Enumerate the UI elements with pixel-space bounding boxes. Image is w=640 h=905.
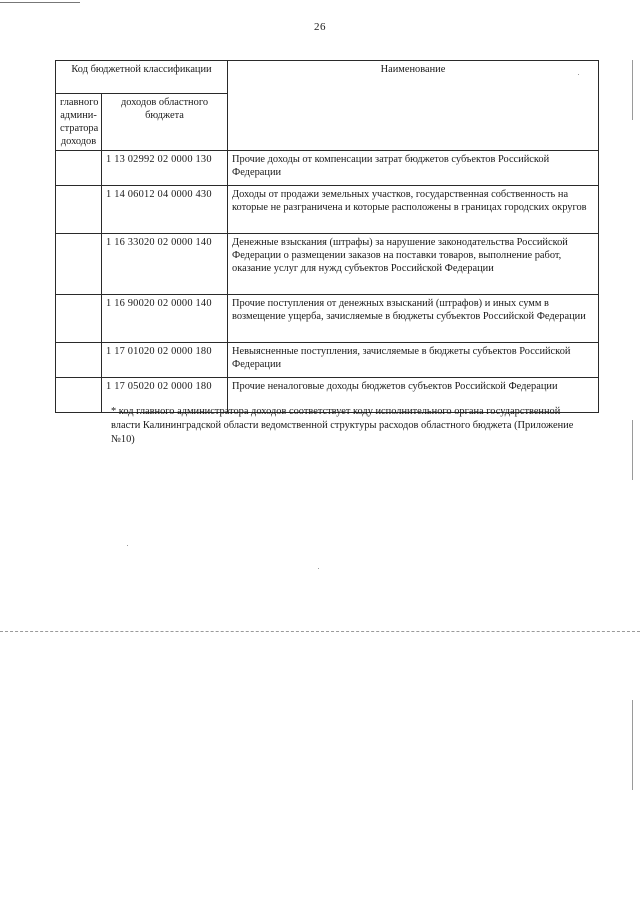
income-name-cell: Денежные взыскания (штрафы) за нарушение законодательства Российской Федерации о размещении заказов на поставки товаров, выполнение работ, оказание услуг для нужд субъектов Российской Федерации <box>228 234 599 295</box>
income-code-cell: 1 16 33020 02 0000 140 <box>102 234 228 295</box>
income-code-cell: 1 16 90020 02 0000 140 <box>102 295 228 343</box>
footnote: * код главного администратора доходов соответствует коду исполнительного органа государственной власти Калининградской области ведомственной структуры расходов областного бюджета (Приложение №10) <box>111 406 574 445</box>
table-row <box>56 295 599 343</box>
page-number: 26 <box>314 21 326 33</box>
income-code-cell: 1 13 02992 02 0000 130 <box>102 151 228 186</box>
admin-code-cell <box>56 295 102 343</box>
header-name: Наименование <box>228 61 599 151</box>
income-code-cell: 1 17 01020 02 0000 180 <box>102 343 228 378</box>
scan-right-edge <box>632 420 633 480</box>
header-classification-code: Код бюджетной классификации <box>56 61 228 94</box>
scan-fold-line <box>0 631 640 632</box>
admin-code-cell <box>56 186 102 234</box>
table-header <box>56 61 599 151</box>
header-chief-administrator: главного админи-стратора доходов <box>56 94 102 151</box>
budget-classification-table <box>55 60 599 413</box>
income-code-cell: 1 14 06012 04 0000 430 <box>102 186 228 234</box>
admin-code-cell <box>56 151 102 186</box>
admin-code-cell <box>56 234 102 295</box>
admin-code-cell <box>56 343 102 378</box>
table-row <box>56 186 599 234</box>
income-name-cell: Прочие поступления от денежных взысканий (штрафов) и иных сумм в возмещение ущерба, зачисляемые в бюджеты субъектов Российской Федерации <box>228 295 599 343</box>
income-name-cell: Прочие неналоговые доходы бюджетов субъектов Российской Федерации <box>228 378 599 413</box>
income-name-cell: Прочие доходы от компенсации затрат бюджетов субъектов Российской Федерации <box>228 151 599 186</box>
scan-speck <box>578 74 579 75</box>
income-code-cell: 1 17 05020 02 0000 180 <box>102 378 228 413</box>
income-name-cell: Доходы от продажи земельных участков, государственная собственность на которые не разграничена и которые расположены в границах городских округов <box>228 186 599 234</box>
header-regional-income: доходов областного бюджета <box>102 94 228 151</box>
scan-speck <box>127 545 128 546</box>
table-row <box>56 343 599 378</box>
scan-right-edge <box>632 60 633 120</box>
scan-speck <box>318 568 319 569</box>
income-name-cell: Невыясненные поступления, зачисляемые в бюджеты субъектов Российской Федерации <box>228 343 599 378</box>
admin-code-cell <box>56 378 102 413</box>
table-row <box>56 151 599 186</box>
scan-right-edge <box>632 700 633 790</box>
table-row <box>56 234 599 295</box>
scan-edge-mark <box>0 2 80 3</box>
